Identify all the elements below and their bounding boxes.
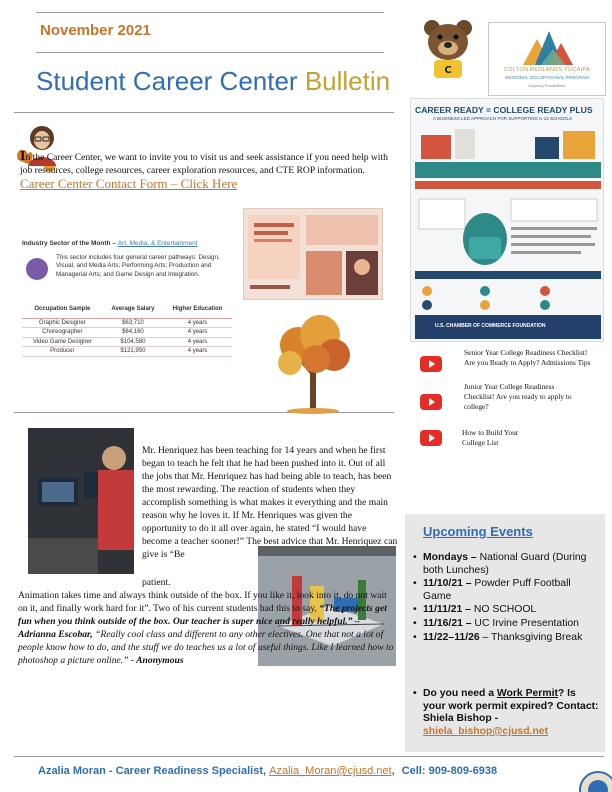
header-rule-bottom <box>14 112 394 113</box>
intro-text: n the Career Center, we want to invite you to visit us and seek assistance if you need help with job resources, college resources, career exploration resources, and CTE ROP information. <box>20 152 388 176</box>
event-date: 11/16/21 – <box>423 617 472 629</box>
industry-sector-link[interactable]: Art, Media, & Entertainment <box>117 240 198 247</box>
header-rule-mid <box>36 52 384 53</box>
bulletin-title <box>36 66 390 97</box>
rop-logo <box>488 22 606 96</box>
teacher-article-para1: Mr. Henriquez has been teaching for 14 years and when he first began to teach he felt that he had been pushed into it. Out of all the jobs that Mr. Henriquez has had being able to teach, has been the most rewarding. The reaction of students when they accomplish something is what makes it everything and the main reason why he loves it. If Mr. Henriques was given the opportunity to do it all over again, he stated “I would have become a teacher sooner!” The best advice that Mr. Henriquez can give is “Be <box>142 445 398 560</box>
svg-text:C: C <box>444 65 452 76</box>
header-rule-top <box>36 12 384 13</box>
video-link-senior[interactable]: Senior Year College Readiness Checklist! Are you Ready to Apply? Admissions Tips <box>464 348 591 367</box>
table-header-cell: Average Salary <box>103 302 163 318</box>
footer-sep: , <box>391 765 395 777</box>
infographic-title: CAREER READY = COLLEGE READY PLUS <box>415 105 593 115</box>
teacher-at-computer-icon <box>28 428 134 574</box>
classroom-photo <box>28 428 134 574</box>
infographic-navy-band <box>415 271 601 279</box>
logo-line-1: COLTON REDLANDS YUCAIPA <box>504 67 590 73</box>
event-date: 11/10/21 – <box>423 578 472 590</box>
event-item <box>413 578 601 603</box>
bulletin-date: November 2021 <box>40 22 151 39</box>
table-cell: 4 years <box>163 337 232 347</box>
intro-dropcap: I <box>20 149 26 164</box>
footer-contact <box>38 765 598 777</box>
table-cell: Producer <box>22 347 103 357</box>
logo-line-2: REGIONAL OCCUPATIONAL PROGRAM <box>505 75 589 80</box>
table-cell: Video Game Designer <box>22 337 103 347</box>
contact-form-link[interactable]: Career Center Contact Form – Click Here <box>20 176 238 191</box>
event-date: 11/22–11/26 <box>423 631 480 643</box>
infographic-teal-band <box>415 162 601 178</box>
article-patient: patient. <box>142 577 171 588</box>
table-row <box>22 347 232 357</box>
event-date: 11/11/21 – <box>423 604 471 616</box>
industry-heading-label: Industry Sector of the Month – <box>22 240 116 247</box>
student-backpack-icon <box>415 193 601 267</box>
table-cell: 4 years <box>163 318 232 328</box>
footer-email-link[interactable]: Azalia_Moran@cjusd.net <box>269 765 392 777</box>
footer-rule <box>14 756 604 757</box>
quote-two-attrib: - Anonymous <box>130 655 184 666</box>
table-cell: $121,950 <box>103 347 163 357</box>
infographic-steps-icon <box>415 283 601 313</box>
footer-name: Azalia Moran - Career Readiness Specialist, <box>38 765 267 777</box>
bear-mascot-icon <box>420 16 476 82</box>
title-accent: Bulletin <box>304 66 391 96</box>
work-permit-note <box>413 688 601 738</box>
footer-phone: Cell: 909-809-6938 <box>401 765 498 777</box>
event-item <box>413 618 601 631</box>
event-item <box>413 632 601 645</box>
video-link-junior[interactable]: Junior Year College Readiness Checklist! Are you ready to apply to college? <box>464 382 572 411</box>
autumn-tree-icon <box>268 305 358 415</box>
industry-sector-panel <box>22 236 232 370</box>
table-cell: $64,160 <box>103 328 163 338</box>
event-item <box>413 552 601 577</box>
table-header-cell: Occupation Sample <box>22 302 103 318</box>
career-ready-infographic[interactable] <box>410 98 604 342</box>
table-cell: Choreographer <box>22 328 103 338</box>
school-buildings-icon <box>415 125 601 161</box>
permit-email-link[interactable]: shiela_bishop@cjusd.net <box>423 725 549 737</box>
industry-heading <box>22 240 198 247</box>
event-date: Mondays – <box>423 552 477 563</box>
events-heading: Upcoming Events <box>423 524 533 539</box>
quote-one-attrib: – Adrianna Escobar, <box>18 616 360 640</box>
infographic-footer: U.S. CHAMBER OF COMMERCE FOUNDATION <box>435 323 546 329</box>
district-seal-icon <box>576 768 612 792</box>
teacher-article-para2 <box>18 576 396 667</box>
article-text: Animation takes time and always think outside of the box. If you like it, look into it, do not wait on it, and finally work hard for it”. Two of his current students had this to say, <box>18 590 387 614</box>
event-text: UC Irvine Presentation <box>471 617 579 629</box>
infographic-red-band <box>415 181 601 189</box>
table-row <box>22 328 232 338</box>
table-header-cell: Higher Education <box>163 302 232 318</box>
table-row <box>22 318 232 328</box>
event-text: Powder Puff Football Game <box>423 578 571 602</box>
logo-tagline: Inspiring Possibilities <box>528 83 566 88</box>
table-cell: $63,710 <box>103 318 163 328</box>
table-cell: $104,580 <box>103 337 163 347</box>
quote-one-text: “The projects get fun when you think outside of the box. Our teacher is super nice and really helpful.” <box>18 603 387 627</box>
events-list <box>413 552 601 645</box>
table-cell: 4 years <box>163 328 232 338</box>
youtube-play-icon[interactable] <box>420 430 442 446</box>
upcoming-events-panel <box>405 514 605 752</box>
permit-question: Do you need a <box>423 688 497 699</box>
table-cell: Graphic Designer <box>22 318 103 328</box>
work-permit-link[interactable]: Work Permit <box>496 688 558 699</box>
occupation-table <box>22 302 232 357</box>
event-text: – Thanksgiving Break <box>479 631 583 643</box>
infographic-footer-band <box>415 315 601 339</box>
mountain-logo-icon <box>523 29 573 65</box>
event-text: National Guard (During both Lunches) <box>423 552 587 576</box>
event-item <box>413 604 601 617</box>
permit-question-rest: ? Is your work permit expired? Contact: Shiela Bishop - <box>423 688 599 725</box>
youtube-play-icon[interactable] <box>420 394 442 410</box>
table-cell: 4 years <box>163 347 232 357</box>
industry-description: This sector includes four general career pathways: Design, Visual, and Media Arts; Performing Arts; Production and Managerial Arts; and Game Design and Integration. <box>56 254 220 278</box>
video-link-college-list[interactable]: How to Build Your College List <box>462 428 519 447</box>
event-text: NO SCHOOL <box>470 604 537 616</box>
sector-badge-icon <box>26 258 48 280</box>
animator-image <box>243 208 383 300</box>
title-main: Student Career Center <box>36 66 298 96</box>
intro-paragraph <box>20 150 392 192</box>
quote-two: “Really cool class and different to any other electives. One that not a lot of people know how to do, and the stuff we do teaches us a lot of useful things. Like I learned how to photoshop a picture online.” <box>18 629 394 666</box>
table-row <box>22 337 232 347</box>
youtube-play-icon[interactable] <box>420 356 442 372</box>
animator-illustration-icon <box>244 209 384 301</box>
infographic-subtitle: A BUSINESS-LED APPROACH FOR SUPPORTING K-12 SCHOOLS <box>433 116 572 121</box>
